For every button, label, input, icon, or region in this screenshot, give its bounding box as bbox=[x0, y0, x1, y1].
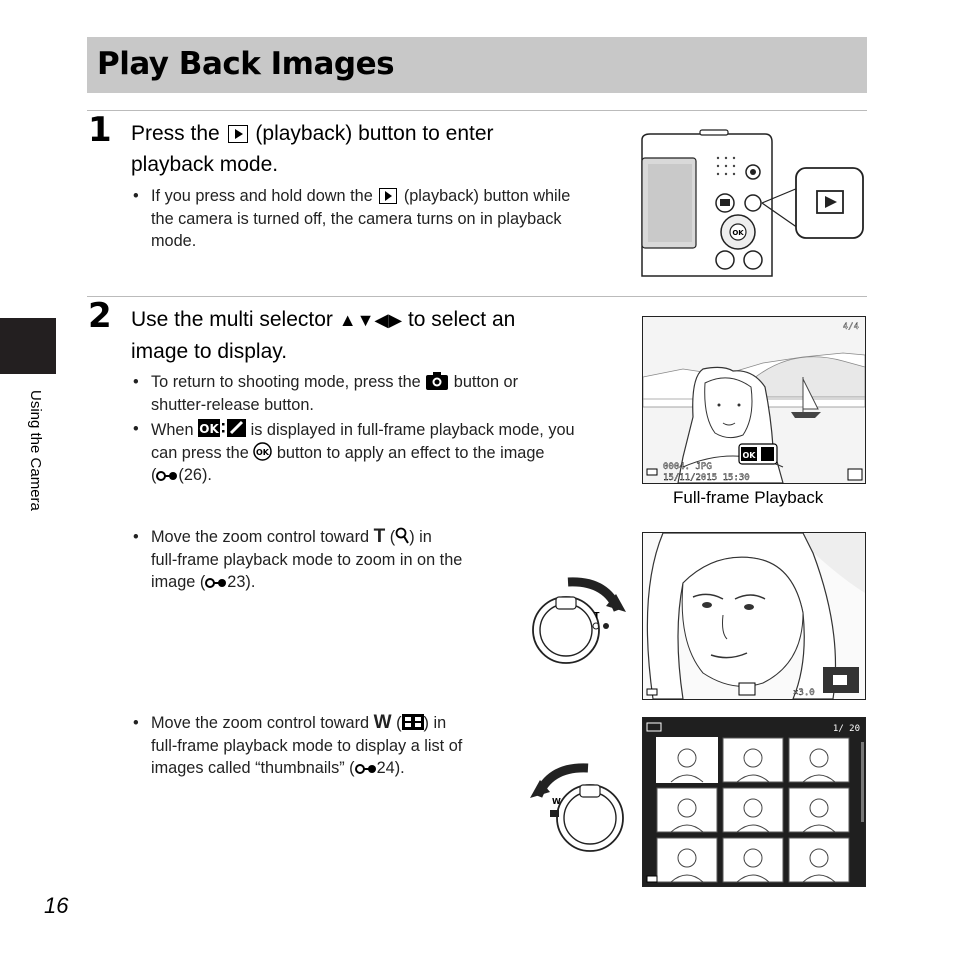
fullframe-counter: 4/4 bbox=[842, 322, 859, 332]
chapter-tab bbox=[0, 318, 56, 374]
reference-icon bbox=[205, 576, 227, 590]
fullframe-caption: Full-frame Playback bbox=[673, 488, 824, 507]
reference-icon bbox=[156, 469, 178, 483]
ok-button-icon bbox=[253, 442, 272, 461]
ok-effects-icon bbox=[198, 418, 246, 438]
zoom-w-icon: W bbox=[373, 712, 392, 733]
step-2-number: 2 bbox=[88, 296, 112, 336]
zoom-w-dial bbox=[528, 756, 628, 856]
fullframe-datetime: 15/11/2015 15:30 bbox=[663, 473, 750, 483]
step-1-number: 1 bbox=[88, 110, 112, 150]
step-2-bullet-4: • Move the zoom control toward W ( ) in full-frame playback mode to display a list of images called “thumbnails” ( 24). bbox=[133, 712, 463, 777]
zoom-t-icon: T bbox=[373, 526, 386, 547]
svg-text:OK: OK bbox=[256, 447, 270, 457]
fullframe-screen bbox=[642, 316, 866, 484]
svg-text:T: T bbox=[594, 611, 600, 620]
camera-icon bbox=[425, 372, 449, 390]
rule-top bbox=[87, 110, 867, 111]
page-number: 16 bbox=[44, 893, 69, 918]
step-2-bullet-3: • Move the zoom control toward T ( ) in full-frame playback mode to zoom in on the image ( 23). bbox=[133, 526, 463, 591]
playback-icon bbox=[379, 188, 397, 204]
page-title: Play Back Images bbox=[97, 46, 395, 82]
step-1-bullet: • If you press and hold down the (playback) button while the camera is turned off, the camera turns on in playback mode. bbox=[133, 187, 571, 250]
title-band bbox=[87, 37, 867, 93]
step-1-heading: Press the (playback) button to enter playback mode. bbox=[131, 122, 494, 176]
camera-back-illustration bbox=[640, 128, 866, 278]
svg-text:OK: OK bbox=[742, 451, 756, 460]
step-2-bullet-1: • To return to shooting mode, press the button or shutter-release button. bbox=[133, 373, 519, 414]
zoom-level: ×3.0 bbox=[793, 688, 815, 698]
svg-text:OK: OK bbox=[199, 422, 219, 436]
playback-icon bbox=[228, 125, 248, 143]
zoom-t-dial bbox=[528, 570, 628, 666]
svg-text:W: W bbox=[552, 797, 561, 806]
step-2-bullet-2: • When OK is displayed in full-frame playback mode, you can press the OK button to apply an effect to the image ( (26). bbox=[133, 420, 575, 484]
thumbnail-counter: 1/ 20 bbox=[832, 724, 860, 734]
thumbnail-icon bbox=[402, 713, 424, 731]
zoomed-screen bbox=[642, 532, 866, 700]
fullframe-filename: 0004. JPG bbox=[663, 462, 712, 472]
reference-icon bbox=[355, 762, 377, 776]
svg-text:OK: OK bbox=[732, 229, 744, 237]
step-2-heading: Use the multi selector ▲▼◀▶ to select an image to display. bbox=[131, 308, 516, 363]
magnifier-icon bbox=[395, 527, 409, 545]
chapter-label: Using the Camera bbox=[27, 390, 44, 511]
multi-selector-arrows-icon: ▲▼◀▶ bbox=[338, 310, 403, 330]
thumbnail-screen bbox=[642, 717, 866, 887]
rule-middle bbox=[87, 296, 867, 297]
